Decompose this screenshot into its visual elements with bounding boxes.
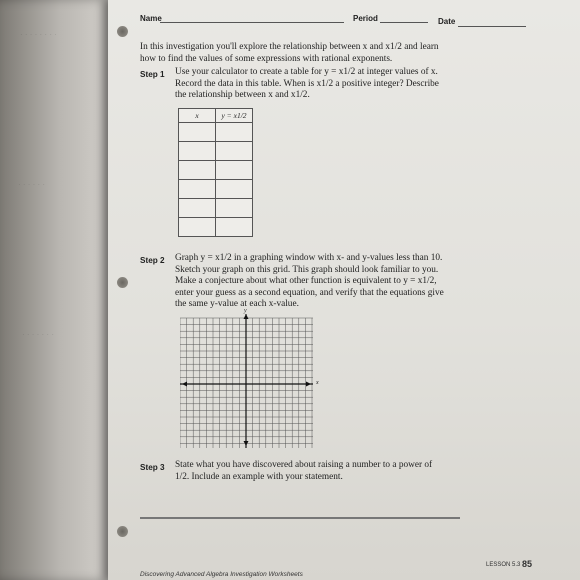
x-axis-label: x (316, 380, 319, 386)
step-1-text: Use your calculator to create a table for y = x1/2 at integer values of x. Record the data in this table. When is x1/2 a positive integer? Describe the relationship between x and x1/2. (175, 67, 439, 100)
y-axis-arrow-up (244, 314, 249, 319)
date-label: Date (438, 17, 456, 26)
step-1-label: Step 1 (140, 70, 165, 79)
left-page-edge: · · · · · · · · · · · · · · · · · · · · · (0, 0, 108, 580)
binder-hole (117, 277, 128, 288)
table-cell[interactable] (179, 180, 216, 199)
x-axis-arrow-left (182, 382, 187, 387)
table-cell[interactable] (179, 123, 216, 142)
table-cell[interactable] (216, 180, 253, 199)
step-2-label: Step 2 (140, 256, 165, 265)
table-row (179, 142, 253, 161)
x-axis-arrow-right (306, 382, 311, 387)
step-3-text: State what you have discovered about raising a number to a power of 1/2. Include an example with your statement. (175, 460, 433, 482)
data-table (178, 108, 253, 237)
name-line[interactable] (160, 22, 344, 23)
table-row (179, 180, 253, 199)
binder-hole (117, 526, 128, 537)
page-number: 85 (522, 559, 533, 569)
name-label: Name (140, 14, 162, 23)
table-cell[interactable] (179, 199, 216, 218)
intro-paragraph: In this investigation you'll explore the relationship between x and x1/2 and learn how to find the values of some expressions with rational exponents. (140, 42, 439, 64)
graph-grid[interactable] (180, 312, 313, 448)
table-header-y: y = x1/2 (216, 109, 253, 123)
step-2-text: Graph y = x1/2 in a graphing window with x- and y-values less than 10. Sketch your graph on this grid. This graph should look familiar to you. Make a conjecture about what other function is equivalent to y = x1/2, enter your guess as a second equation, and verify that the equations give the same y-value at each x-value. (175, 253, 444, 309)
table-cell[interactable] (216, 199, 253, 218)
period-line[interactable] (380, 22, 428, 23)
table-cell[interactable] (216, 161, 253, 180)
y-axis-label: y (244, 308, 247, 314)
step-3-label: Step 3 (140, 463, 165, 472)
table-cell[interactable] (216, 123, 253, 142)
date-line[interactable] (458, 26, 526, 27)
book-title: Discovering Advanced Algebra Investigation Worksheets (140, 571, 303, 578)
table-row (179, 218, 253, 237)
table-cell[interactable] (216, 218, 253, 237)
table-cell[interactable] (179, 218, 216, 237)
worksheet-page (108, 0, 580, 580)
table-cell[interactable] (216, 142, 253, 161)
lesson-label: LESSON 5.3 (486, 562, 521, 568)
table-cell[interactable] (179, 161, 216, 180)
table-header-x: x (179, 109, 216, 123)
table-row (179, 161, 253, 180)
answer-line[interactable] (140, 517, 460, 519)
table-row (179, 199, 253, 218)
period-label: Period (353, 14, 378, 23)
binder-hole (117, 26, 128, 37)
table-row (179, 123, 253, 142)
table-cell[interactable] (179, 142, 216, 161)
